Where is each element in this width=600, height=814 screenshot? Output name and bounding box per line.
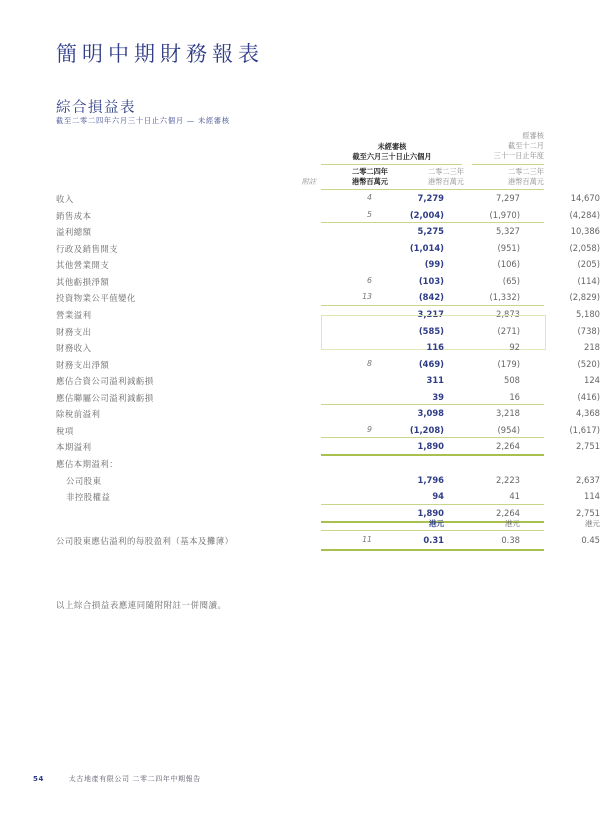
row-value-2023h1: 41 (509, 491, 520, 501)
header-col3-year: 二零二三年 (508, 167, 544, 176)
row-value-2023h1: 3,218 (496, 408, 520, 418)
row-value-2023fy: 2,637 (576, 474, 600, 485)
row-value-2023h1: (271) (497, 325, 520, 336)
header-note: 附註 (301, 177, 316, 186)
eps-value-2023fy: 0.45 (581, 535, 600, 545)
row-note: 13 (362, 292, 372, 301)
row-note: 4 (367, 193, 372, 202)
header-divider-unaudited (321, 164, 462, 165)
row-value-2023h1: 2,873 (496, 309, 520, 319)
row-value-2024: (842) (418, 292, 444, 302)
row-value-2023fy: 114 (584, 491, 600, 501)
row-value-2023fy: (205) (577, 259, 600, 269)
row-value-2023h1: (179) (497, 358, 520, 369)
eps-value-2023h1: 0.38 (501, 535, 520, 545)
row-label: 收入 (56, 194, 74, 204)
row-label: 稅項 (56, 425, 74, 436)
row-label: 營業溢利 (56, 310, 92, 320)
row-value-2024: 311 (426, 375, 444, 385)
table-row (56, 273, 600, 290)
row-label: 財務支出淨額 (56, 359, 110, 370)
row-value-2023h1: 5,327 (496, 226, 520, 236)
row-value-2023fy: 2,751 (576, 508, 600, 518)
row-label: 財務支出 (56, 326, 92, 337)
row-value-2023fy: (4,284) (569, 209, 600, 220)
row-value-2024: (2,004) (409, 209, 444, 220)
row-value-2023fy: 10,386 (570, 226, 600, 236)
row-label: 應佔聯屬公司溢利減虧損 (56, 392, 154, 403)
row-value-2023fy: (738) (577, 325, 600, 336)
row-value-2024: (103) (418, 275, 444, 286)
header-col1-year: 二零二四年 (352, 167, 388, 176)
row-value-2024: 7,279 (417, 193, 444, 203)
statement-period: 截至二零二四年六月三十日止六個月 — 未經審核 (56, 116, 230, 125)
row-value-2024: (469) (418, 358, 444, 369)
table-row (56, 190, 600, 207)
row-value-2023fy: 2,751 (576, 441, 600, 451)
row-label: 其他虧損淨額 (56, 276, 110, 287)
table-row (56, 323, 600, 340)
row-value-2024: (585) (418, 325, 444, 336)
row-label: 溢利總額 (56, 227, 92, 237)
header-audited-period-1: 截至十二月 (508, 141, 544, 150)
row-value-2024: 5,275 (417, 226, 444, 236)
row-note: 6 (367, 275, 372, 285)
row-value-2024: (1,014) (409, 242, 444, 253)
row-value-2023h1: (106) (497, 259, 520, 269)
eps-unit-2023h1: 港元 (504, 519, 520, 528)
row-label: 應佔本期溢利： (56, 459, 119, 469)
eps-note: 11 (362, 535, 372, 544)
table-row (56, 472, 600, 489)
eps-row (56, 532, 600, 549)
row-value-2023fy: (520) (577, 358, 600, 369)
row-value-2023h1: 16 (509, 391, 520, 402)
row-value-2023h1: (951) (497, 242, 520, 253)
footer-text: 太古地產有限公司 二零二四年中期報告 (68, 775, 201, 783)
row-value-2024: 1,890 (417, 441, 444, 451)
header-col1-unit: 港幣百萬元 (352, 177, 388, 186)
row-note: 8 (367, 358, 372, 368)
row-label: 行政及銷售開支 (56, 243, 119, 254)
table-row (56, 356, 600, 373)
statement-title: 綜合損益表 (56, 100, 136, 116)
row-label: 本期溢利 (56, 442, 92, 452)
row-value-2023h1: (65) (502, 275, 520, 286)
table-row (56, 405, 600, 422)
table-row (56, 455, 544, 472)
row-label: 非控股權益 (66, 492, 111, 502)
row-value-2023fy: (2,058) (569, 242, 600, 253)
row-value-2023h1: 7,297 (496, 193, 520, 203)
table-row (56, 422, 600, 439)
table-row (56, 223, 600, 240)
table-row (56, 240, 600, 257)
row-value-2023h1: 2,223 (496, 474, 520, 485)
row-label: 應佔合資公司溢利減虧損 (56, 376, 154, 386)
row-value-2024: 94 (432, 491, 444, 501)
row-value-2023fy: (2,829) (569, 292, 600, 302)
header-col2-year: 二零二三年 (428, 167, 464, 176)
header-col3-unit: 港幣百萬元 (508, 177, 544, 186)
eps-rule (321, 530, 544, 531)
row-note: 5 (367, 209, 372, 219)
row-value-2024: (99) (424, 259, 444, 269)
table-row (56, 256, 600, 273)
row-value-2023fy: 5,180 (576, 309, 600, 319)
table-row (56, 389, 600, 406)
row-value-2023fy: (1,617) (569, 424, 600, 435)
row-value-2023h1: (1,970) (489, 209, 520, 220)
header-audited-period-2: 三十一日止年度 (493, 151, 544, 160)
row-value-2024: 1,890 (417, 508, 444, 518)
row-value-2023h1: (1,332) (489, 292, 520, 302)
table-row (56, 289, 600, 306)
page-number: 54 (33, 775, 44, 783)
row-value-2023fy: 4,368 (576, 408, 600, 418)
row-value-2023h1: 508 (504, 375, 520, 385)
header-audited: 經審核 (522, 131, 544, 140)
row-value-2024: 116 (426, 342, 444, 352)
table-row (56, 438, 600, 455)
row-note: 9 (367, 424, 372, 434)
eps-value-2024: 0.31 (423, 535, 444, 545)
header-divider-audited (472, 164, 544, 165)
row-value-2024: (1,208) (409, 424, 444, 435)
row-value-2023fy: (114) (577, 275, 600, 286)
row-value-2024: 3,217 (417, 309, 444, 319)
row-value-2024: 39 (432, 391, 444, 402)
eps-label: 公司股東應佔溢利的每股盈利（基本及攤薄） (56, 536, 234, 546)
table-row (56, 488, 600, 505)
table-row (56, 372, 600, 389)
eps-unit-2024: 港元 (428, 519, 444, 528)
table-row (56, 339, 600, 356)
footnote: 以上綜合損益表應連同隨附附註一併閱讀。 (56, 600, 227, 610)
row-value-2023h1: 2,264 (496, 508, 520, 518)
page-title: 簡明中期財務報表 (56, 42, 264, 66)
row-label: 其他營業開支 (56, 260, 110, 270)
row-label: 財務收入 (56, 343, 92, 353)
row-label: 銷售成本 (56, 210, 92, 221)
row-label: 公司股東 (66, 475, 102, 486)
row-value-2023fy: 218 (584, 342, 600, 352)
row-label: 投資物業公平值變化 (56, 293, 136, 303)
header-unaudited: 未經審核 (377, 142, 407, 151)
eps-unit-2023fy: 港元 (584, 519, 600, 528)
row-value-2023h1: 2,264 (496, 441, 520, 451)
row-value-2024: 3,098 (417, 408, 444, 418)
table-row (56, 207, 600, 224)
eps-rule-double (321, 549, 544, 551)
row-value-2024: 1,796 (417, 474, 444, 485)
row-value-2023fy: (416) (577, 391, 600, 402)
row-value-2023h1: 92 (509, 342, 520, 352)
row-value-2023fy: 14,670 (570, 193, 600, 203)
row-value-2023h1: (954) (497, 424, 520, 435)
row-value-2023fy: 124 (584, 375, 600, 385)
header-col2-unit: 港幣百萬元 (428, 177, 464, 186)
row-label: 除稅前溢利 (56, 409, 101, 419)
page-footer (33, 774, 201, 784)
header-six-months: 截至六月三十日止六個月 (352, 152, 432, 161)
